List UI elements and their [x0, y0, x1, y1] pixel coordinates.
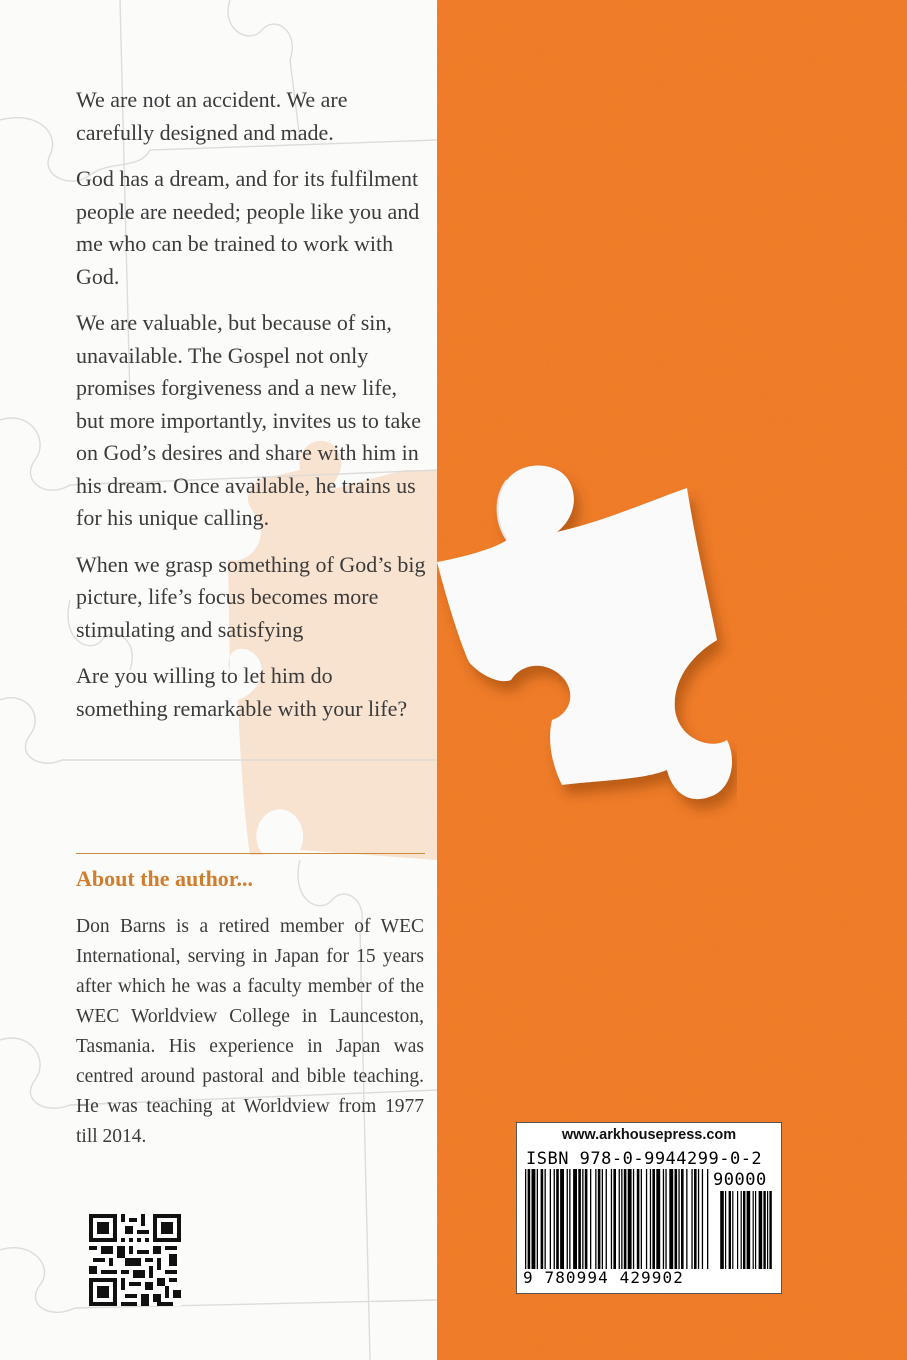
price-addon: 90000 — [713, 1170, 767, 1190]
barcode-bar — [650, 1169, 651, 1269]
barcode-bar — [606, 1169, 607, 1269]
barcode-bar — [691, 1169, 692, 1269]
addon-bar — [737, 1191, 738, 1269]
barcode-bar — [532, 1169, 536, 1269]
barcode-bar — [590, 1169, 591, 1269]
barcode-bar — [573, 1169, 577, 1269]
barcode-bar — [681, 1169, 684, 1269]
addon-bar — [763, 1191, 765, 1269]
addon-bar — [725, 1191, 726, 1269]
qr-code-icon — [89, 1214, 181, 1306]
promo-paragraph-3: We are valuable, but because of sin, unavailable. The Gospel not only promises forgiveness and a new life, but more importantly, invites us to take on God’s desires and share with him in his dream. Once available, he trains us for his unique calling. — [76, 310, 422, 530]
barcode-bar — [619, 1169, 620, 1269]
publisher-url: www.arkhousepress.com — [561, 1127, 737, 1143]
barcode-bar — [541, 1169, 544, 1269]
promo-paragraph-4: When we grasp something of God’s big picture, life’s focus becomes more stimulating and satisfying — [76, 551, 426, 642]
puzzle-piece-icon — [437, 440, 737, 820]
barcode-bar — [624, 1169, 627, 1269]
barcode-bar — [707, 1169, 708, 1269]
barcode-bar — [582, 1169, 583, 1269]
barcode-bar — [613, 1169, 616, 1269]
barcode-bar — [663, 1169, 664, 1269]
barcode-bar — [702, 1169, 703, 1269]
barcode-bar — [637, 1169, 640, 1269]
section-divider — [76, 853, 425, 854]
barcode-bar — [550, 1169, 551, 1269]
barcode-bar — [525, 1169, 526, 1269]
addon-bar — [741, 1191, 742, 1269]
barcode-icon — [523, 1169, 775, 1269]
addon-bar — [759, 1191, 763, 1269]
barcode-bar — [585, 1169, 588, 1269]
barcode-bar — [595, 1169, 596, 1269]
barcode-bar — [621, 1169, 622, 1269]
barcode-bar — [675, 1169, 678, 1269]
promo-text — [76, 84, 426, 739]
barcode-bar — [554, 1169, 555, 1269]
barcode-bar — [528, 1169, 531, 1269]
barcode-bar — [602, 1169, 603, 1269]
barcode-bar — [598, 1169, 601, 1269]
addon-bar — [732, 1191, 733, 1269]
addon-bar — [753, 1191, 754, 1269]
barcode-bar — [569, 1169, 570, 1269]
barcode-bar — [646, 1169, 647, 1269]
barcode-bar — [641, 1169, 642, 1269]
addon-bar — [755, 1191, 756, 1269]
barcode-bar — [656, 1169, 660, 1269]
addon-bar — [743, 1191, 745, 1269]
barcode-bar — [669, 1169, 673, 1269]
barcode-bar — [537, 1169, 538, 1269]
left-panel — [0, 0, 437, 1360]
barcode-bar — [556, 1169, 559, 1269]
ean-digits: 9 780994 429902 — [523, 1268, 684, 1287]
barcode-bar — [686, 1169, 687, 1269]
promo-paragraph-5: Are you willing to let him do something remarkable with your life? — [76, 663, 408, 721]
addon-bar — [720, 1191, 724, 1269]
author-bio: Don Barns is a retired member of WEC International, serving in Japan for 15 years after which he was a faculty member of the WEC Worldview College in Launceston, Tasmania. His experience in Japan was centred around pastoral and bible teaching. He was teaching at Worldview from 1977 till 2014. — [76, 916, 424, 1147]
isbn-number: ISBN 978-0-9944299-0-2 — [526, 1149, 763, 1169]
barcode-bar — [698, 1169, 699, 1269]
barcode-bar — [628, 1169, 632, 1269]
barcode-bar — [567, 1169, 568, 1269]
barcode-bar — [545, 1169, 546, 1269]
promo-paragraph-1: We are not an accident. We are carefully designed and made. — [76, 87, 348, 145]
barcode-bar — [652, 1169, 655, 1269]
barcode-bar — [678, 1169, 679, 1269]
barcode-block — [516, 1122, 782, 1294]
promo-paragraph-2: God has a dream, and for its fulfilment people are needed; people like you and me who can be trained to work with God. — [76, 166, 420, 289]
barcode-bar — [633, 1169, 634, 1269]
addon-bar — [729, 1191, 731, 1269]
barcode-bar — [665, 1169, 666, 1269]
barcode-bar — [560, 1169, 564, 1269]
barcode-bar — [578, 1169, 581, 1269]
orange-panel — [437, 0, 907, 1360]
barcode-bar — [611, 1169, 612, 1269]
addon-bar — [769, 1191, 771, 1269]
addon-bar — [767, 1191, 768, 1269]
addon-bar — [747, 1191, 751, 1269]
barcode-bar — [694, 1169, 697, 1269]
about-author-heading: About the author... — [76, 866, 254, 891]
